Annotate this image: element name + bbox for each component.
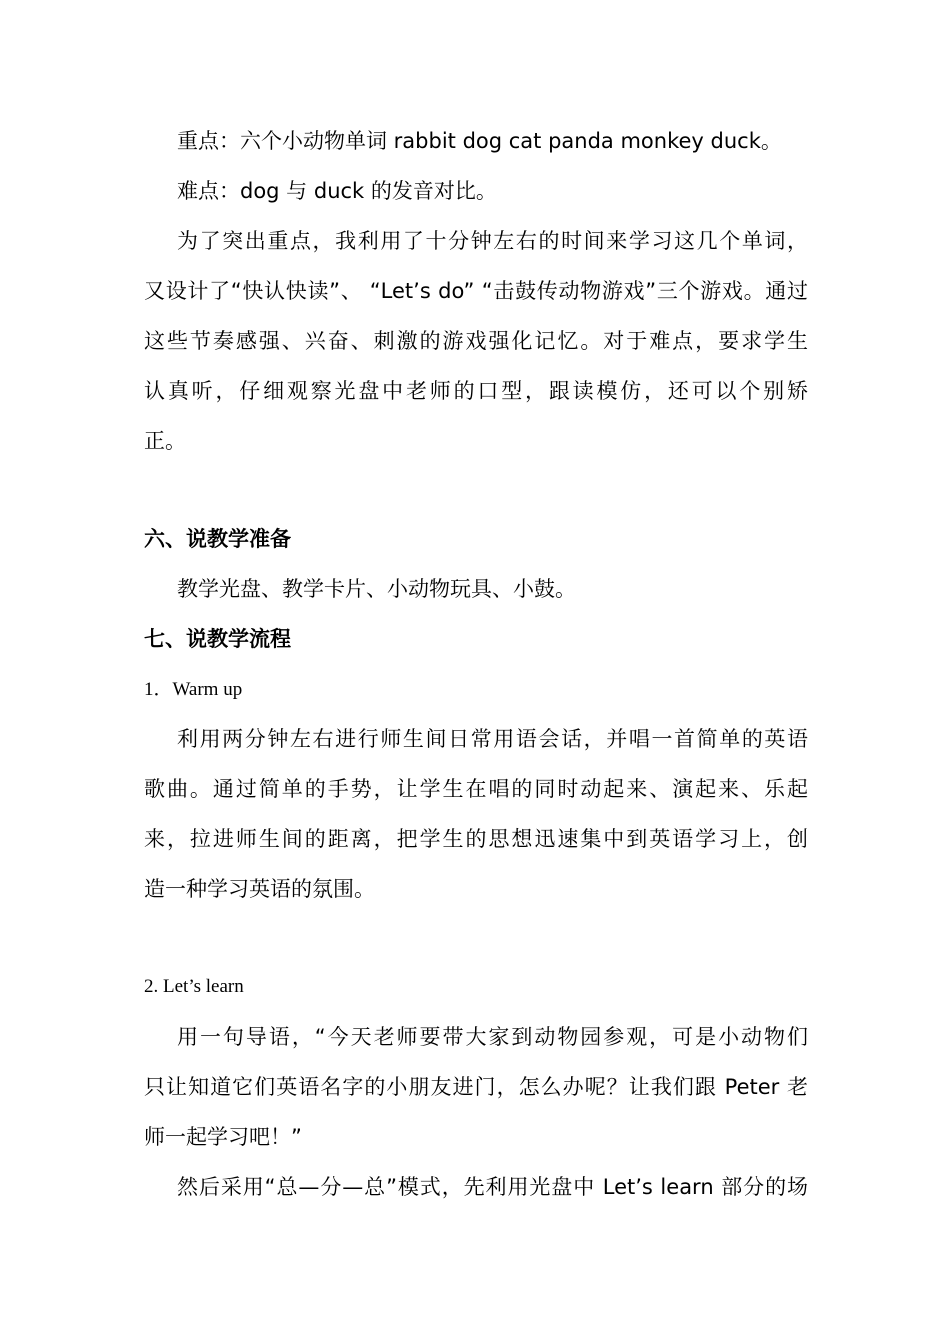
step-1-line-2: 歌曲。通过简单的手势，让学生在唱的同时动起来、演起来、乐起 [144,777,808,801]
section-7-heading: 七、说教学流程 [144,627,291,651]
step-2-intro-line-2: 只让知道它们英语名字的小朋友进门，怎么办呢？让我们跟 Peter 老 [144,1075,808,1099]
step-1-line-3: 来，拉进师生间的距离，把学生的思想迅速集中到英语学习上，创 [144,827,808,851]
difficulty-paragraph: 难点：dog 与 duck 的发音对比。 [177,179,497,203]
section-6-content: 教学光盘、教学卡片、小动物玩具、小鼓。 [177,577,576,601]
strategy-line-4: 认真听，仔细观察光盘中老师的口型，跟读模仿，还可以个别矫 [144,379,808,403]
strategy-line-3: 这些节奏感强、兴奋、刺激的游戏强化记忆。对于难点，要求学生 [144,329,808,353]
step-2-method-line: 然后采用“总—分—总”模式，先利用光盘中 Let’s learn 部分的场 [177,1175,808,1199]
strategy-line-1: 为了突出重点，我利用了十分钟左右的时间来学习这几个单词， [177,229,808,253]
step-1-title: 1．Warm up [144,679,243,700]
step-2-intro-line-3: 师一起学习吧！” [144,1125,302,1149]
step-1-line-4: 造一种学习英语的氛围。 [144,877,375,901]
key-points-paragraph: 重点：六个小动物单词 rabbit dog cat panda monkey duck。 [177,129,782,153]
step-1-line-1: 利用两分钟左右进行师生间日常用语会话，并唱一首简单的英语 [177,727,808,751]
step-2-title: 2. Let’s learn [144,976,244,997]
section-6-heading: 六、说教学准备 [144,527,291,551]
strategy-line-5: 正。 [144,429,186,453]
step-2-intro-line-1: 用一句导语，“今天老师要带大家到动物园参观，可是小动物们 [177,1025,808,1049]
strategy-line-2: 又设计了“快认快读”、 “Let’s do” “击鼓传动物游戏”三个游戏。通过 [144,279,808,303]
